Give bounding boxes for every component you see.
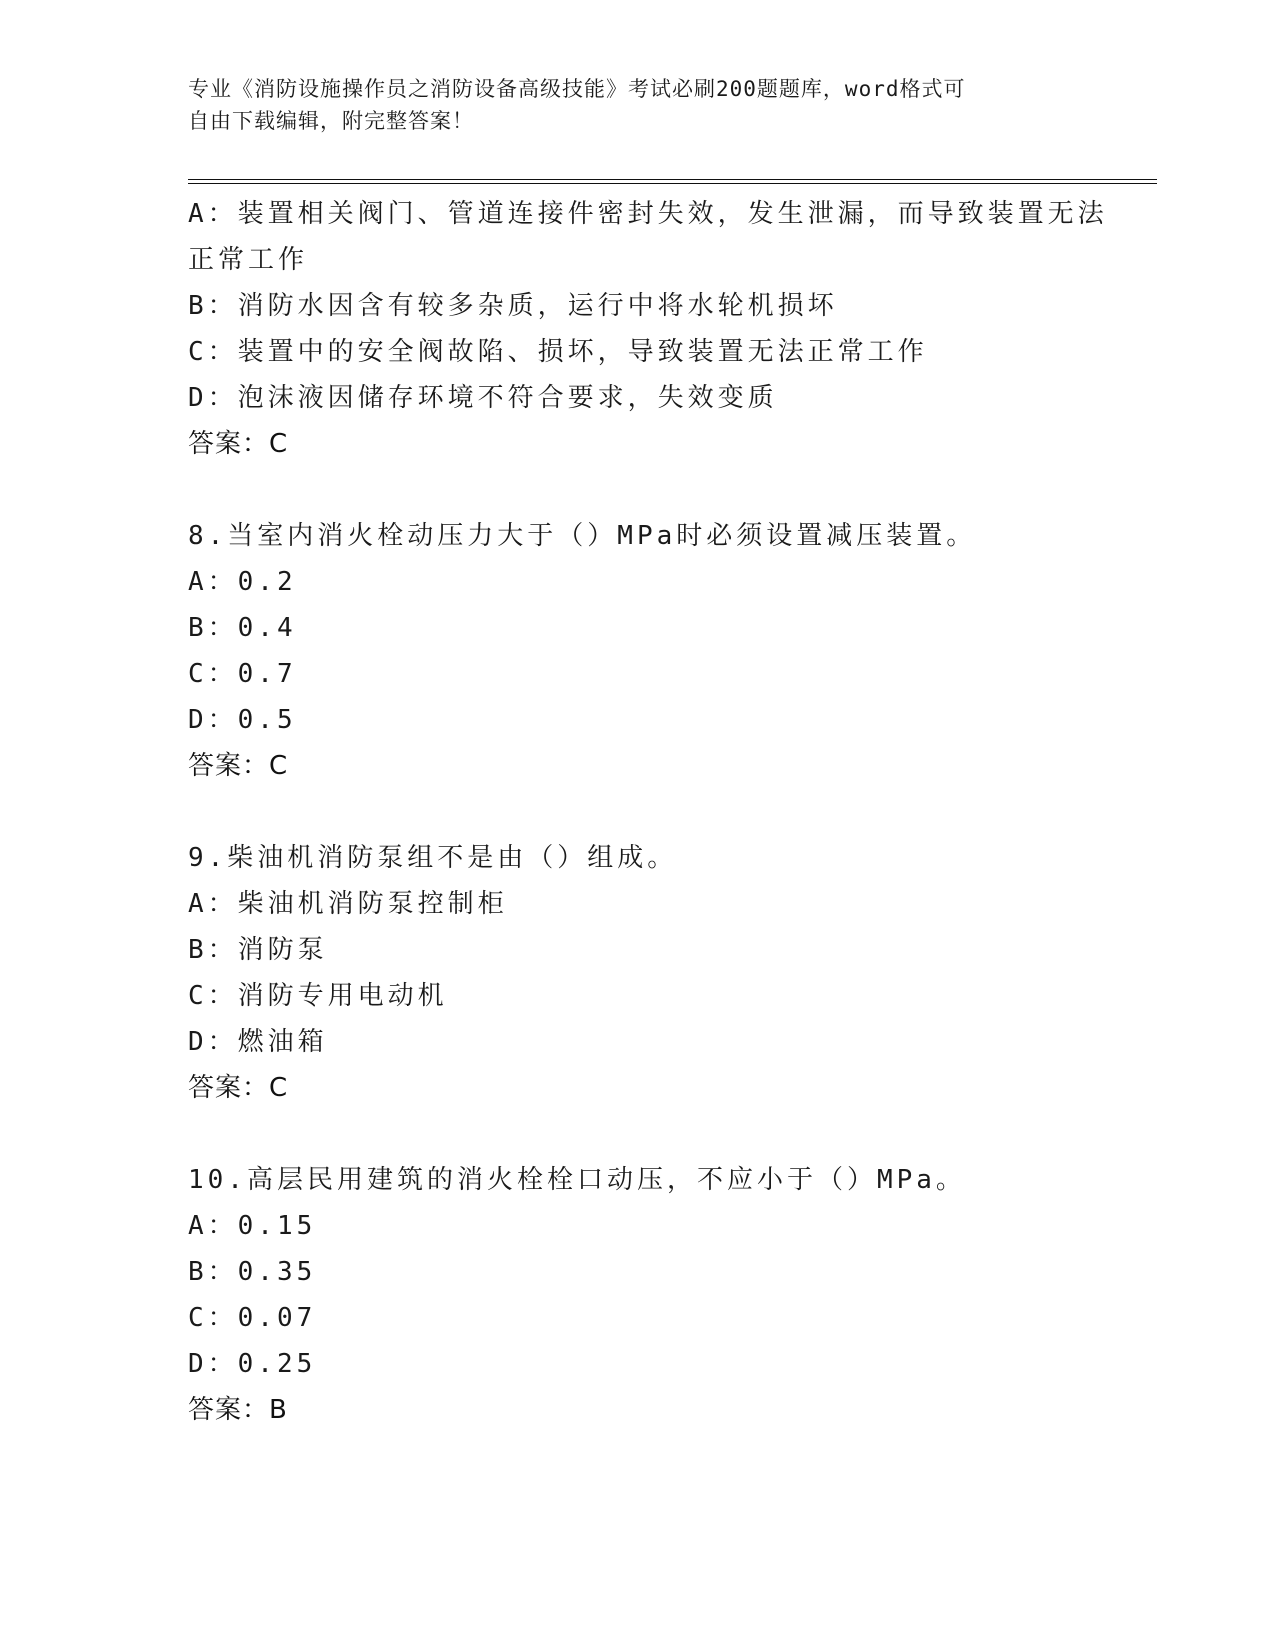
header-line-1: 专业《消防设施操作员之消防设备高级技能》考试必刷200题题库，word格式可 bbox=[188, 77, 966, 101]
question-10-block bbox=[188, 1157, 1148, 1433]
question-8-block bbox=[188, 513, 1148, 789]
spacer bbox=[188, 467, 1148, 513]
question-8-option-c: C：0.7 bbox=[188, 659, 297, 689]
question-9-text: 9.柴油机消防泵组不是由（）组成。 bbox=[188, 843, 678, 873]
question-7-option-c: C：装置中的安全阀故陷、损坏，导致装置无法正常工作 bbox=[188, 337, 928, 367]
question-10-option-b: B：0.35 bbox=[188, 1257, 317, 1287]
question-10-option-d: D：0.25 bbox=[188, 1349, 317, 1379]
question-7-block bbox=[188, 191, 1148, 467]
question-10-option-c: C：0.07 bbox=[188, 1303, 317, 1333]
question-7-option-b: B：消防水因含有较多杂质，运行中将水轮机损坏 bbox=[188, 291, 838, 321]
document-header bbox=[188, 73, 1088, 137]
question-9-block bbox=[188, 835, 1148, 1111]
question-8-option-b: B：0.4 bbox=[188, 613, 297, 643]
question-7-option-d: D：泡沫液因储存环境不符合要求，失效变质 bbox=[188, 383, 778, 413]
question-9-option-a: A：柴油机消防泵控制柜 bbox=[188, 889, 508, 919]
spacer bbox=[188, 789, 1148, 835]
question-9-answer: 答案：C bbox=[188, 1073, 289, 1103]
question-10-answer: 答案：B bbox=[188, 1395, 288, 1425]
question-9-option-d: D：燃油箱 bbox=[188, 1027, 328, 1057]
question-10-text: 10.高层民用建筑的消火栓栓口动压，不应小于（）MPa。 bbox=[188, 1165, 966, 1195]
question-8-option-d: D：0.5 bbox=[188, 705, 297, 735]
spacer bbox=[188, 1111, 1148, 1157]
question-8-option-a: A：0.2 bbox=[188, 567, 297, 597]
header-line-2: 自由下载编辑，附完整答案！ bbox=[188, 109, 474, 133]
question-8-answer: 答案：C bbox=[188, 751, 289, 781]
question-list bbox=[188, 191, 1148, 1433]
question-7-option-a-line-1: A：装置相关阀门、管道连接件密封失效，发生泄漏，而导致装置无法 bbox=[188, 199, 1108, 229]
question-7-option-a-line-2: 正常工作 bbox=[188, 245, 309, 275]
question-7-answer: 答案：C bbox=[188, 429, 289, 459]
header-divider-top bbox=[188, 179, 1157, 180]
question-9-option-c: C：消防专用电动机 bbox=[188, 981, 448, 1011]
question-8-text: 8.当室内消火栓动压力大于（）MPa时必须设置减压装置。 bbox=[188, 521, 977, 551]
header-divider-bottom bbox=[188, 183, 1157, 184]
question-10-option-a: A：0.15 bbox=[188, 1211, 317, 1241]
question-9-option-b: B：消防泵 bbox=[188, 935, 328, 965]
